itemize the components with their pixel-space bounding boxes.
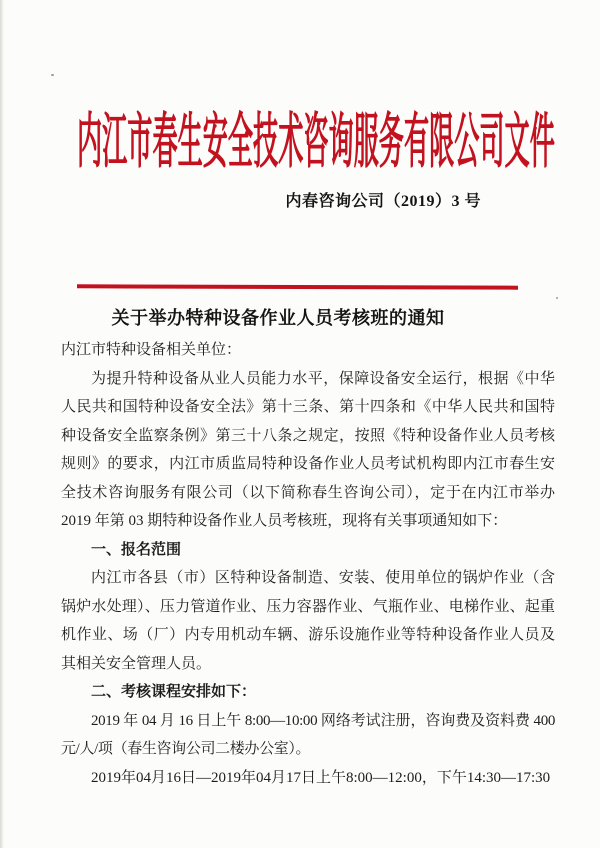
document-header (77, 107, 555, 175)
org-title: 内江市春生安全技术咨询服务有限公司文件 (77, 107, 555, 175)
section-heading: 一、报名范围 (91, 541, 182, 558)
notice-title: 关于举办特种设备作业人员考核班的通知 (111, 308, 445, 328)
paragraph: 2019 年 04 月 16 日上午 8:00—10:00 网络考试注册，咨询费及资料费 400 元/人/项（春生咨询公司二楼办公室）。 (61, 712, 555, 757)
document-number: 内春咨询公司（2019）3 号 (285, 193, 481, 210)
paragraph: 内江市各县（市）区特种设备制造、安装、使用单位的锅炉作业（含锅炉水处理）、压力管道作业、压力容器作业、气瓶作业、电梯作业、起重机作业、场（厂）内专用机动车辆、游乐设施作业等特种设备作业人员及其相关安全管理人员。 (61, 570, 555, 672)
section-heading: 二、考核课程安排如下： (91, 684, 257, 700)
notice-body (61, 336, 555, 792)
salutation: 内江市特种设备相关单位： (61, 342, 242, 358)
scan-edge-shadow (0, 0, 4, 848)
scan-artifact (51, 74, 54, 76)
paragraph: 为提升特种设备从业人员能力水平，保障设备安全运行，根据《中华人民共和国特种设备安全法》第十三条、第十四条和《中华人民共和国特种设备安全监察条例》第三十八条之规定，按照《特种设备作业人员考核规则》的要求，内江市质监局特种设备作业人员考试机构即内江市春生安全技术咨询服务有限公司（以下简称春生咨询公司），定于在内江市举办 2019 年第 03 期特种设备作业人员考核班，现将有关事项通知如下： (61, 370, 555, 529)
paragraph: 2019年04月16日—2019年04月17日上午8:00—12:00，下午14:30—17:30 (91, 769, 551, 786)
scan-artifact (556, 297, 558, 299)
red-separator-line (77, 284, 518, 289)
